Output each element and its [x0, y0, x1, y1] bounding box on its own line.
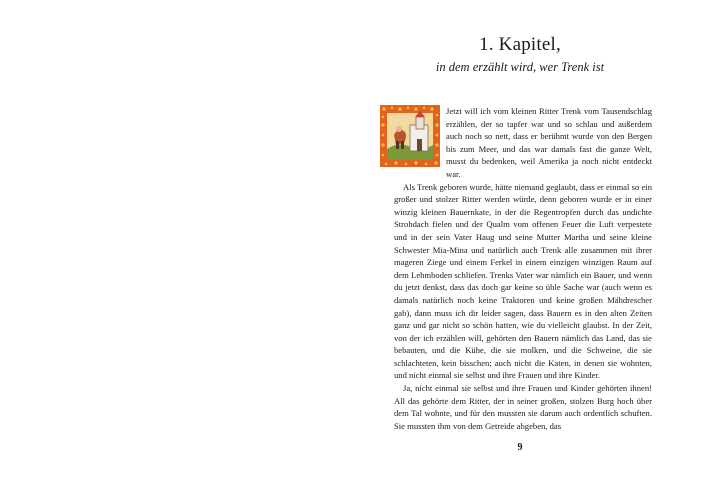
page-number: 9	[517, 442, 523, 453]
knight-castle-illustration-icon	[380, 105, 440, 167]
chapter-subtitle: in dem erzählt wird, wer Trenk ist	[435, 60, 605, 74]
paragraph: Als Trenk geboren wurde, hätte niemand geglaubt, dass er einmal so ein großer und stolzer Ritter werden würde, denn geboren wurde er in einer winzig kleinen Bauernkate, in der die Regentropfen durch das undichte Strohdach fielen und der Qualm vom offenen Feuer die Luft verpestete und in der sein Vater Haug und seine Mutter Martha und seine kleine Schwester Mia-Mina und natürlich auch Trenk alle zusammen mit ihrer mageren Ziege und einem Ferkel in einem einzigen winzigen Raum auf dem Lehmboden schliefen. Trenks Vater war nämlich ein Bauer, und wenn du jetzt denkst, dass das doch gar keine so üble Sache war (auch wenn es damals natürlich noch keine Traktoren und keine großen Mähdrescher gab), dann muss ich dir leider sagen, dass Bauern es in den alten Zeiten ganz und gar nicht so schön hatten, wie du vielleicht glaubst. In der Zeit, von der ich erzählen will, gehörten den Bauern nämlich das Land, das sie bebauten, und die Kühe, die sie molken, und die Schweine, die sie schlachteten, kein bisschen; auch nicht die Katen, in denen sie wohnten, und nicht einmal sie selbst und ihre Frauen und ihre Kinder.	[394, 181, 652, 381]
paragraph: Ja, nicht einmal sie selbst und ihre Frauen und Kinder gehörten ihnen! All das gehörte dem Ritter, der in seiner großen, stolzen Burg hoch über dem Tal wohnte, und für den mussten sie darum auch ordentlich schuften. Sie mussten ihm von dem Getreide abgeben, das	[394, 383, 652, 431]
chapter-title: 1. Kapitel,	[479, 34, 561, 55]
paragraph: Jetzt will ich vom kleinen Ritter Trenk vom Tausendschlag erzählen, der so tapfer war und so schlau und außerdem auch noch so nett, dass er berühmt wurde von den Bergen bis zum Meer, und das war damals fast die ganze Welt, musst du bedenken, weil Amerika ja noch nicht entdeckt war.	[446, 106, 652, 179]
body-text	[394, 105, 652, 432]
